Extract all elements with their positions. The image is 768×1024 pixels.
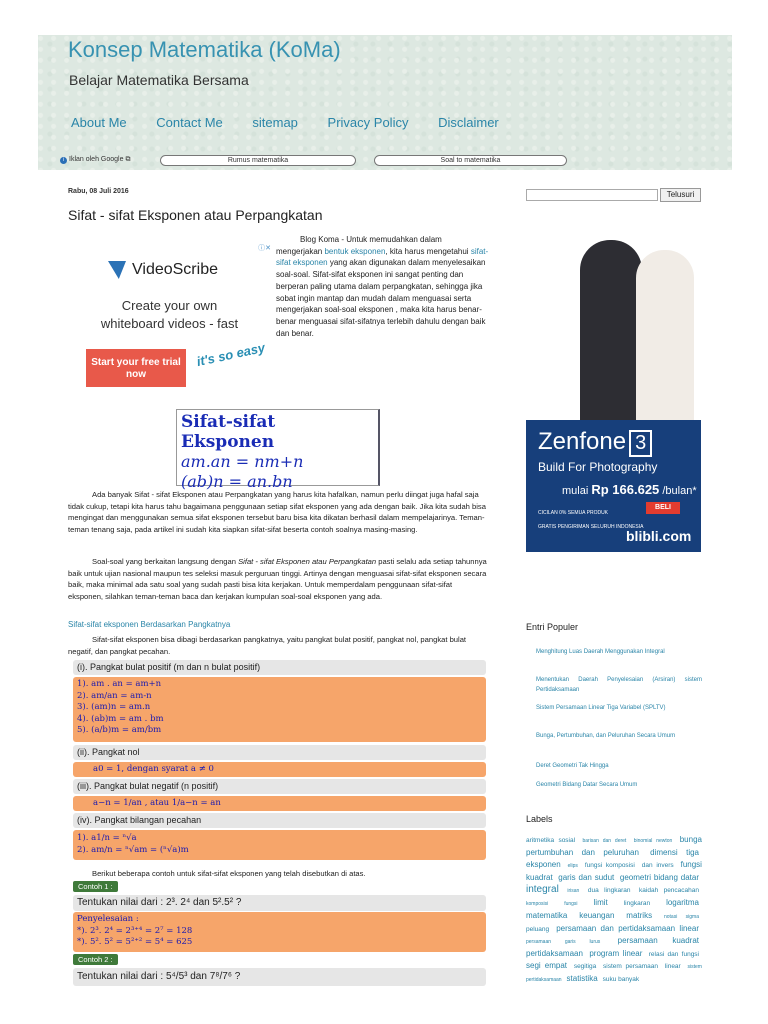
nav-disclaimer[interactable]: Disclaimer [438, 115, 499, 130]
popular-post-link[interactable]: Geometri Bidang Datar Secara Umum [536, 782, 638, 788]
example-1-solution [73, 912, 486, 952]
nav-about-me[interactable]: About Me [71, 115, 127, 130]
ad-line-1: Create your own [121, 298, 218, 313]
blibli-logo: blibli.com [626, 528, 692, 544]
label-link[interactable]: lingkaran [623, 900, 651, 907]
videoscribe-ad[interactable] [68, 243, 271, 393]
search-input[interactable] [526, 189, 658, 201]
label-link[interactable]: geometri bidang datar [619, 873, 699, 882]
label-link[interactable]: linear [664, 963, 681, 970]
label-link[interactable]: keuangan [579, 911, 615, 920]
post-date: Rabu, 08 Juli 2016 [68, 188, 129, 195]
label-link[interactable]: fungsi kuadrat [526, 860, 702, 882]
paragraph-2: Soal-soal yang berkaitan langsung dengan Sifat - sifat Eksponen atau Perpangkatan pasti selalu ada setiap tahunnya baik untuk ujian nasional maupun tes seleksi masuk perguruan tinggi. Artinya dengan menguasai sifat-sifat eksponen secara baik, maka minimal ada satu soal yang sudah pasti bisa kita kerjakan. Untuk memperdalam penggunaan sifat-sifat eksponen, silahkan teman-teman baca dan kerjakan kumpulan soal-soal eksponen yang ada. [68, 557, 487, 601]
solution-line: *). 5². 5² = 5²⁺² = 5⁴ = 625 [77, 937, 193, 947]
ad-photo [526, 220, 701, 420]
ad-promo-2: GRATIS PENGIRIMAN SELURUH INDONESIA [538, 524, 644, 530]
rule-positive-label: (i). Pangkat bulat positif (m dan n bulat positif) [73, 660, 486, 675]
label-link[interactable]: program linear [589, 949, 643, 958]
zenfone-ad[interactable] [526, 220, 701, 552]
rule-fraction-label: (iv). Pangkat bilangan pecahan [73, 813, 486, 828]
videoscribe-logo: VideoScribe [108, 261, 218, 279]
ads-by-google[interactable]: i Iklan oleh Google ⧉ [60, 156, 130, 164]
rule-negative-label: (iii). Pangkat bulat negatif (n positif) [73, 779, 486, 794]
label-link[interactable]: kaidah pencacahan [639, 887, 700, 894]
label-link[interactable]: persamaan dan pertidaksamaan linear [556, 924, 699, 933]
paragraph-1: Ada banyak Sifat - sifat Eksponen atau Perpangkatan yang harus kita hafalkan, namun perlu diingat juga hafal saja tidak cukup, tetapi kita harus tahu bagaimana penggunaan setiap sifat eksponen yang ada dengan baik. Jika kita sudah bisa mengingat dan menggunakan semua sifat eksponen tersebut baru bisa kita dikatan berhasil dalam mempelajarinya. Teman-teman tenang saja, pada artikel ini sudah kita siapkan sifat-sifat beserta contoh soalnya masing-masing. [68, 490, 486, 534]
link-bentuk-eksponen[interactable]: bentuk eksponen [324, 246, 386, 256]
nav-contact-me[interactable]: Contact Me [156, 115, 223, 130]
label-link[interactable]: statistika [566, 974, 598, 983]
label-link[interactable]: bunga pertumbuhan dan peluruhan [526, 835, 702, 857]
beli-button[interactable]: BELI [646, 502, 680, 514]
label-link[interactable]: elips [567, 863, 578, 869]
label-link[interactable]: logaritma [666, 898, 699, 907]
labels-cloud [526, 834, 702, 986]
rule-item: 2). am/an = am-n [77, 690, 152, 701]
zenfone-tagline: Build For Photography [538, 460, 658, 474]
rule-zero-label: (ii). Pangkat nol [73, 745, 486, 760]
label-link[interactable]: relasi dan fungsi [648, 951, 700, 958]
label-link[interactable]: komposisi [526, 901, 549, 907]
label-link[interactable]: persamaan garis lurus [526, 939, 601, 945]
label-link[interactable]: fungsi komposisi [584, 862, 635, 869]
label-link[interactable]: dua lingkaran [587, 887, 631, 894]
zenfone-brand: Zenfone 3 [538, 428, 652, 457]
site-title[interactable]: Konsep Matematika (KoMa) [68, 37, 341, 62]
rule-item: 3). (am)n = am.n [77, 702, 151, 712]
rule-negative-item: a−n = 1/an , atau 1/a−n = an [73, 796, 486, 811]
solution-label: Penyelesaian : [77, 914, 139, 924]
label-link[interactable]: garis dan sudut [558, 873, 615, 882]
label-link[interactable]: matriks [626, 911, 653, 920]
site-description: Belajar Matematika Bersama [69, 72, 249, 88]
ad-person-woman [636, 250, 694, 420]
rule-positive-list [73, 677, 486, 742]
popular-post-link[interactable]: Bunga, Pertumbuhan, dan Peluruhan Secara Umum [536, 733, 676, 739]
post-title[interactable]: Sifat - sifat Eksponen atau Perpangkatan [68, 207, 323, 223]
label-link[interactable]: dan invers [641, 862, 674, 869]
example-1-question: Tentukan nilai dari : 2³. 2⁴ dan 5².5² ? [73, 895, 486, 911]
ad-person-man [580, 240, 642, 420]
popular-post-link[interactable]: Menentukan Daerah Penyelesaian (Arsiran) sistem Pertidaksamaan [536, 677, 702, 693]
free-trial-button[interactable]: Start your free trial now [86, 349, 186, 387]
label-link[interactable]: aritmetika sosial [526, 837, 576, 844]
popular-post-link[interactable]: Menghitung Luas Daerah Menggunakan Integral [536, 649, 665, 655]
example-1-badge: Contoh 1 : [73, 881, 118, 892]
rule-item: 2). am/n = ⁿ√am = (ⁿ√a)m [77, 844, 189, 855]
ad-line-2: whiteboard videos - fast [100, 316, 239, 331]
rule-item: 4). (ab)m = am . bm [77, 713, 164, 724]
videoscribe-mark-icon [108, 261, 126, 279]
label-link[interactable]: sistem persamaan [603, 963, 658, 970]
its-so-easy-badge: it's so easy [195, 339, 267, 370]
popular-post-link[interactable]: Deret Geometri Tak Hingga [536, 763, 609, 769]
rule-zero-item: a0 = 1, dengan syarat a ≠ 0 [73, 762, 486, 777]
label-link[interactable]: sistem pertidaksamaan [526, 964, 702, 983]
labels-title: Labels [526, 814, 553, 824]
label-link[interactable]: limit [593, 898, 608, 907]
section-heading: Sifat-sifat eksponen Berdasarkan Pangkatnya [68, 620, 231, 629]
ad-link-rumus[interactable]: Rumus matematika [160, 155, 356, 166]
label-link[interactable]: fungsi [564, 901, 578, 907]
label-link[interactable]: suku banyak [602, 976, 640, 983]
label-link[interactable]: segitiga [573, 963, 597, 970]
label-link[interactable]: binomial newton [633, 838, 673, 844]
label-link[interactable]: peluang [526, 926, 550, 933]
search-button[interactable]: Telusuri [660, 188, 701, 202]
popular-posts-title: Entri Populer [526, 622, 579, 632]
rule-item: 1). a1/n = ⁿ√a [77, 833, 137, 843]
rule-item: 5). (a/b)m = am/bm [77, 725, 162, 735]
nav-privacy-policy[interactable]: Privacy Policy [327, 115, 409, 130]
label-link[interactable]: irisan [567, 888, 580, 894]
label-link[interactable]: pertidaksamaan [526, 949, 583, 958]
ad-promo-1: CICILAN 0% SEMUA PRODUK [538, 510, 609, 516]
label-link[interactable]: notasi sigma [663, 914, 699, 920]
label-link[interactable]: eksponen [526, 860, 561, 869]
external-link-icon: ⧉ [125, 156, 131, 163]
section-intro: Sifat-sifat eksponen bisa dibagi berdasarkan pangkatnya, yaitu pangkat bulat positif, pangkat nol, pangkat bulat negatif, dan pangkat pecahan. [68, 635, 467, 656]
example-2-question: Tentukan nilai dari : 5⁴/5³ dan 7⁸/7⁶ ? [73, 968, 486, 986]
examples-intro: Berikut beberapa contoh untuk sifat-sifat eksponen yang telah disebutkan di atas. [92, 869, 366, 878]
zenfone-price: mulai Rp 166.625 /bulan* [562, 482, 697, 497]
link-sifat-sifat-eksponen[interactable]: sifat-sifat eksponen [276, 246, 489, 268]
label-link[interactable]: persamaan kuadrat [617, 936, 699, 945]
blog-header [38, 35, 732, 170]
intro-paragraph: Blog Koma - Untuk memudahkan dalam mengerjakan bentuk eksponen, kita harus mengetahui sifat-sifat eksponen yang akan digunakan dalam menyelesaikan soal-soal. Sifat-sifat eksponen ini sangat penting dan berperan paling utama dalam perpangkatan, sehingga jika sobat ingin mantap dan mudah dalam menguasai serta mengerjakan soal-soal eksponen , maka kita harus benar-benar menguasai sifat-sifatnya terlebih dahulu dengan baik dan benar. [276, 235, 489, 338]
formula-image: Sifat-sifat Eksponen am.an = nm+n (ab)n = an.bn [176, 409, 380, 486]
popular-post-link[interactable]: Sistem Persamaan Linear Tiga Variabel (SPLTV) [536, 705, 666, 711]
label-link[interactable]: dimensi tiga [650, 848, 699, 857]
solution-line: *). 2³. 2⁴ = 2³⁺⁴ = 2⁷ = 128 [77, 925, 193, 936]
label-link[interactable]: matematika [526, 911, 568, 920]
example-2-badge: Contoh 2 : [73, 954, 118, 965]
rule-fraction-list [73, 830, 486, 860]
ad-link-soal[interactable]: Soal to matematika [374, 155, 567, 166]
info-icon: i [60, 157, 67, 164]
nav-sitemap[interactable]: sitemap [252, 115, 298, 130]
label-link[interactable]: segi empat [526, 961, 567, 970]
label-link[interactable]: barisan dan deret [582, 838, 627, 844]
rule-item: 1). am . an = am+n [77, 679, 162, 689]
top-nav [71, 115, 525, 130]
label-link[interactable]: integral [526, 884, 559, 895]
ad-choices-icon[interactable]: ⓘ✕ [258, 245, 271, 252]
